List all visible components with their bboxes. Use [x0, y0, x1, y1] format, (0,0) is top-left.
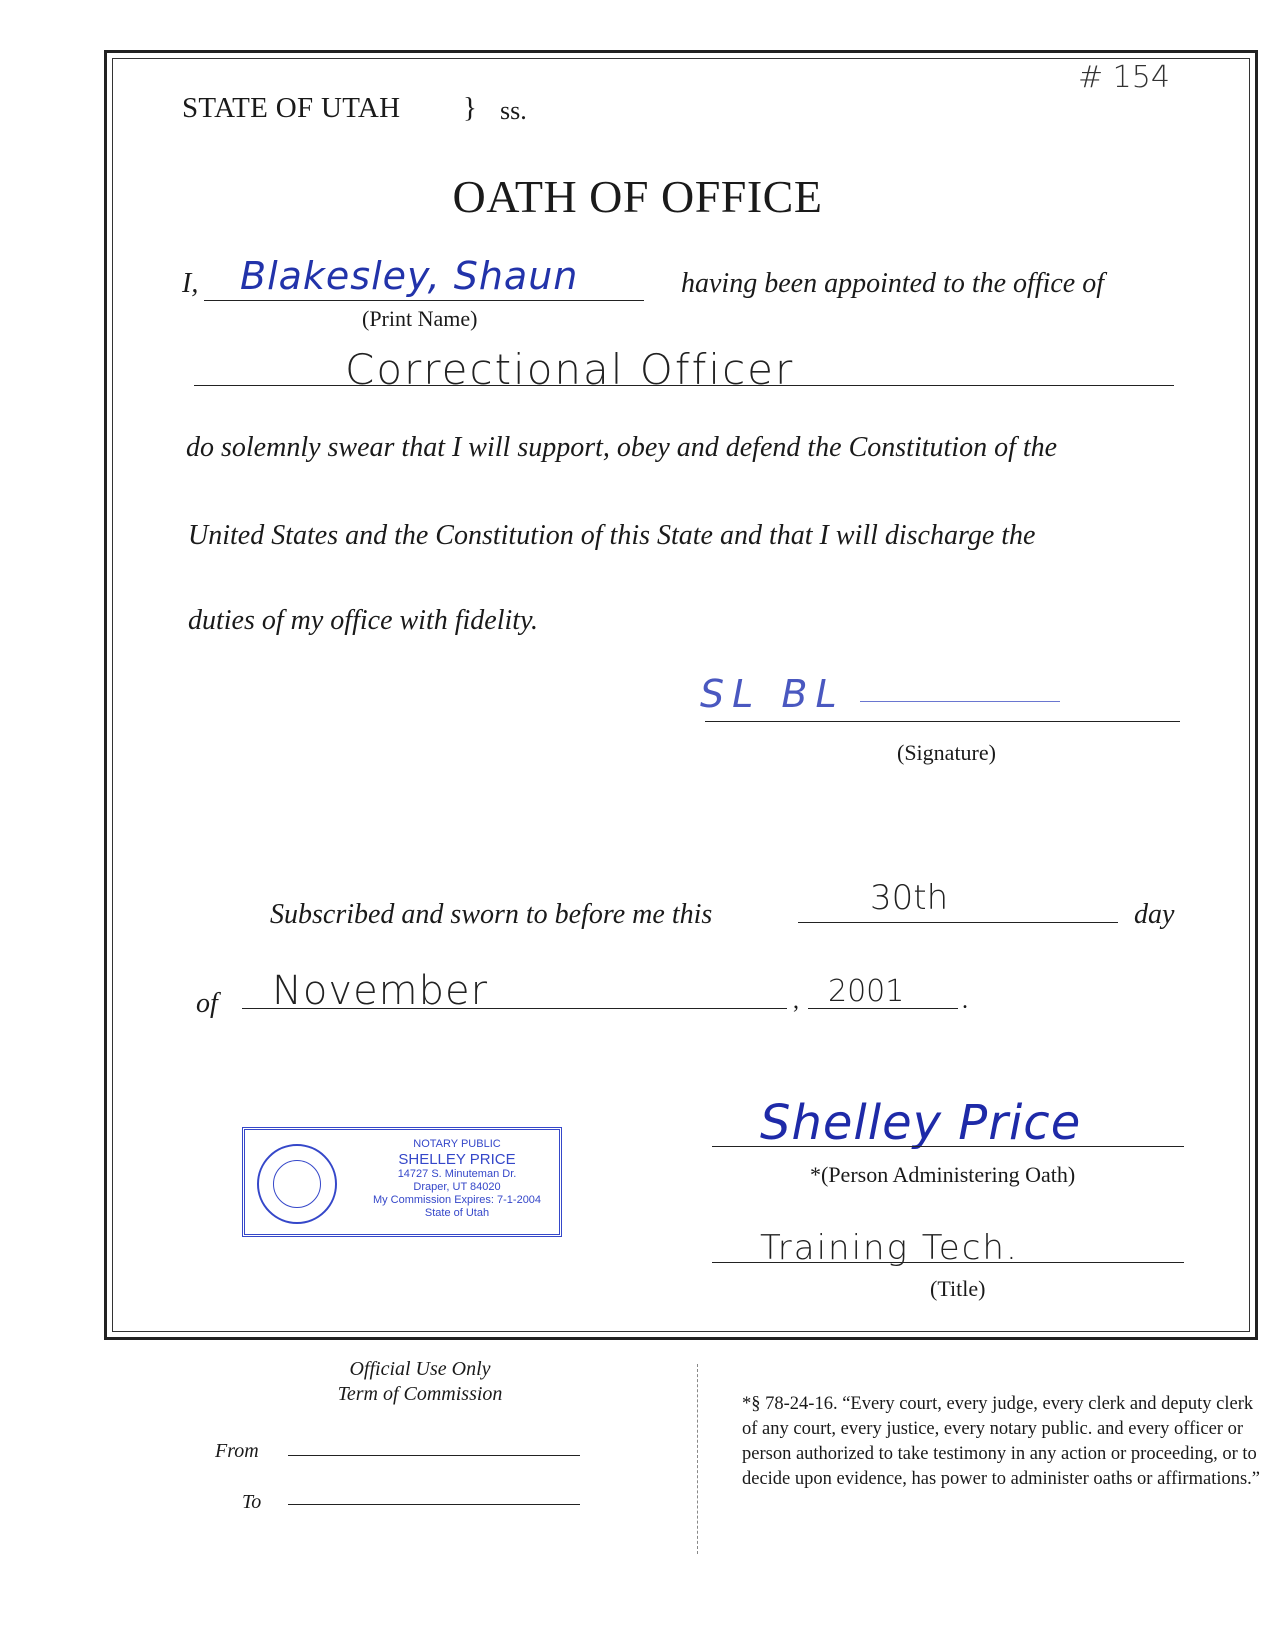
notary-stamp — [242, 1127, 562, 1237]
year-comma: , — [793, 988, 799, 1014]
day-label: day — [1134, 899, 1175, 930]
stamp-state: State of Utah — [424, 1207, 490, 1219]
stamp-address-2: Draper, UT 84020 — [413, 1181, 501, 1193]
handwritten-doc-number: # 154 — [1078, 60, 1170, 95]
handwritten-title: Training Tech. — [760, 1228, 1019, 1268]
state-brace: } — [463, 92, 477, 124]
oath-line-3: duties of my office with fidelity. — [188, 605, 538, 636]
administrator-caption: *(Person Administering Oath) — [810, 1162, 1076, 1187]
page-title: OATH OF OFFICE — [452, 171, 823, 222]
name-prefix: I, — [182, 268, 199, 299]
print-name-caption: (Print Name) — [362, 306, 478, 331]
statute-note: *§ 78-24-16. “Every court, every judge, every clerk and deputy clerk of any court, every justice, every notary public. and every officer or person authorized to take testimony in any action or proceeding, or to decide upon evidence, has power to administer oaths or affirmations.” — [742, 1394, 1261, 1489]
stamp-name: SHELLEY PRICE — [398, 1151, 516, 1168]
handwritten-month: November — [272, 968, 489, 1014]
title-caption: (Title) — [930, 1276, 986, 1301]
title-underline — [712, 1262, 1184, 1263]
from-label: From — [215, 1440, 259, 1462]
official-use-label: Official Use Only — [349, 1358, 491, 1380]
administrator-underline — [712, 1146, 1184, 1147]
oath-line-1: do solemnly swear that I will support, obey and defend the Constitution of the — [186, 432, 1058, 463]
handwritten-name: Blakesley, Shaun — [240, 254, 579, 298]
stamp-commission: My Commission Expires: 7-1-2004 — [372, 1194, 542, 1206]
signature-underline — [705, 721, 1180, 722]
signature-caption: (Signature) — [897, 740, 996, 765]
footer-divider — [697, 1364, 698, 1554]
of-label: of — [196, 988, 218, 1019]
handwritten-office: Correctional Officer — [345, 345, 795, 394]
stamp-address-1: 14727 S. Minuteman Dr. — [397, 1168, 517, 1180]
to-underline — [288, 1504, 580, 1505]
day-underline — [798, 922, 1118, 923]
ss-label: ss. — [500, 96, 527, 125]
from-underline — [288, 1455, 580, 1456]
sworn-text: Subscribed and sworn to before me this — [270, 899, 713, 930]
signature-stroke — [860, 701, 1060, 702]
name-underline — [204, 300, 644, 301]
year-period: . — [962, 988, 968, 1014]
handwritten-signature: SL BL — [700, 672, 845, 716]
handwritten-day: 30th — [870, 878, 949, 918]
state-heading: STATE OF UTAH — [182, 92, 401, 124]
appointed-text: having been appointed to the office of — [681, 268, 1105, 299]
stamp-text — [357, 1138, 557, 1220]
term-of-commission-label: Term of Commission — [337, 1383, 503, 1405]
state-seal-icon — [257, 1144, 337, 1224]
seal-center — [273, 1160, 321, 1208]
administrator-signature: Shelley Price — [760, 1095, 1082, 1151]
stamp-line-1: NOTARY PUBLIC — [413, 1138, 501, 1150]
to-label: To — [242, 1491, 262, 1513]
handwritten-year: 2001 — [828, 974, 905, 1009]
oath-line-2: United States and the Constitution of this State and that I will discharge the — [188, 520, 1036, 551]
